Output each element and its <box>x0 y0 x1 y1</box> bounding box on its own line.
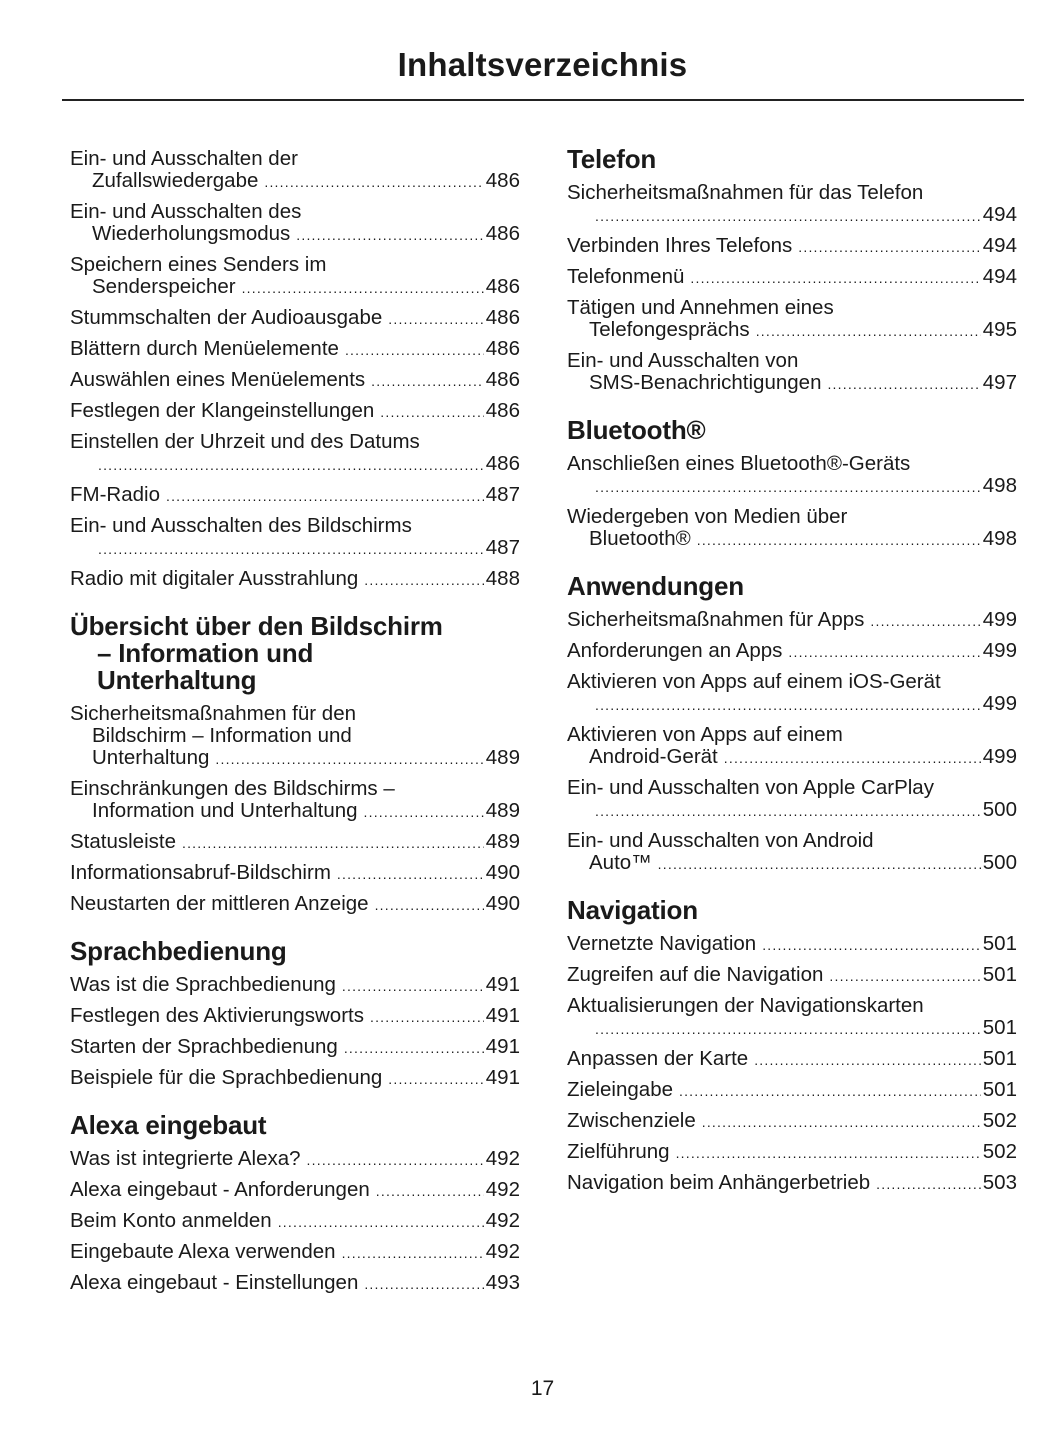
dot-leader <box>342 1242 484 1264</box>
toc-entry[interactable] <box>567 995 1017 1040</box>
toc-entry[interactable] <box>567 1141 1017 1164</box>
toc-entry[interactable] <box>567 640 1017 663</box>
entry-title-line: Bildschirm – Information und <box>92 724 352 747</box>
entry-title-line: Radio mit digitaler Ausstrahlung <box>70 567 359 590</box>
entry-last-line <box>70 400 520 423</box>
toc-entry[interactable] <box>70 831 520 854</box>
entry-page-number[interactable]: 492 <box>485 1240 520 1263</box>
dot-leader <box>364 801 484 823</box>
dot-leader <box>595 800 981 822</box>
entry-page-number[interactable]: 499 <box>982 692 1017 715</box>
entry-last-line <box>70 568 520 591</box>
entry-page-number[interactable]: 501 <box>982 1078 1017 1101</box>
entry-title-line: Stummschalten der Audioausgabe <box>70 306 383 329</box>
entry-title-line: FM-Radio <box>70 483 160 506</box>
entry-title-line: Vernetzte Navigation <box>567 932 757 955</box>
dot-leader <box>342 975 484 997</box>
entry-title-line: Android-Gerät <box>589 745 718 768</box>
entry-title-line: Ein- und Ausschalten von Android <box>567 829 874 852</box>
entry-title-line: Aktualisierungen der Navigationskarten <box>567 994 924 1017</box>
entry-page-number[interactable]: 499 <box>982 608 1017 631</box>
toc-entry[interactable] <box>567 1110 1017 1133</box>
dot-leader <box>380 401 483 423</box>
entry-page-number[interactable]: 491 <box>485 1004 520 1027</box>
entry-last-line <box>70 170 520 193</box>
dot-leader <box>98 454 484 476</box>
entry-last-line <box>70 831 520 854</box>
dot-leader <box>595 1018 981 1040</box>
entry-title-line: Einschränkungen des Bildschirms – <box>70 777 395 800</box>
section-heading-line: Unterhaltung <box>97 665 257 695</box>
toc-entry[interactable] <box>70 515 520 560</box>
section-heading <box>567 417 1017 444</box>
toc-entry[interactable] <box>70 400 520 423</box>
entry-page-number[interactable]: 499 <box>982 745 1017 768</box>
entry-page-number[interactable]: 498 <box>982 527 1017 550</box>
entry-page-number[interactable]: 500 <box>982 851 1017 874</box>
dot-leader <box>788 641 980 663</box>
dot-leader <box>827 373 980 395</box>
entry-title-line: Ein- und Ausschalten von Apple CarPlay <box>567 776 934 799</box>
entry-page-number[interactable]: 487 <box>485 483 520 506</box>
toc-entry[interactable] <box>70 1210 520 1233</box>
section-heading <box>567 573 1017 600</box>
entry-page-number[interactable]: 493 <box>485 1271 520 1294</box>
dot-leader <box>344 1037 484 1059</box>
toc-section <box>567 573 1017 875</box>
section-heading <box>70 613 520 694</box>
dot-leader <box>296 224 484 246</box>
entry-title-line: Bluetooth® <box>589 527 691 550</box>
entry-last-line <box>70 1272 520 1295</box>
entry-page-number[interactable]: 501 <box>982 1047 1017 1070</box>
entry-last-line <box>567 319 1017 342</box>
entry-page-number[interactable]: 486 <box>485 452 520 475</box>
section-heading-line: Sprachbedienung <box>70 936 287 966</box>
entry-page-number[interactable]: 498 <box>982 474 1017 497</box>
entry-page-number[interactable]: 494 <box>982 265 1017 288</box>
toc-section <box>70 148 520 591</box>
toc-entry[interactable] <box>70 201 520 246</box>
toc-entry[interactable] <box>70 778 520 823</box>
dot-leader <box>724 747 981 769</box>
entry-last-line <box>70 1179 520 1202</box>
entry-last-line <box>70 862 520 885</box>
entry-title-line: Anforderungen an Apps <box>567 639 783 662</box>
toc-entry[interactable] <box>70 703 520 770</box>
dot-leader <box>388 1068 484 1090</box>
dot-leader <box>756 320 981 342</box>
entry-title-line: Unterhaltung <box>92 746 210 769</box>
entry-page-number[interactable]: 489 <box>485 830 520 853</box>
entry-page-number[interactable]: 486 <box>485 222 520 245</box>
toc-entry[interactable] <box>567 724 1017 769</box>
entry-page-number[interactable]: 501 <box>982 963 1017 986</box>
entry-title-line: Verbinden Ihres Telefons <box>567 234 793 257</box>
dot-leader <box>658 853 981 875</box>
entry-title-line: Aktivieren von Apps auf einem iOS-Gerät <box>567 670 941 693</box>
section-heading <box>567 146 1017 173</box>
entry-page-number[interactable]: 490 <box>485 861 520 884</box>
entry-last-line <box>567 1017 1017 1040</box>
entry-page-number[interactable]: 495 <box>982 318 1017 341</box>
entry-page-number[interactable]: 503 <box>982 1171 1017 1194</box>
entry-last-line <box>567 1172 1017 1195</box>
entry-title-line: Speichern eines Senders im <box>70 253 327 276</box>
toc-entry[interactable] <box>567 1079 1017 1102</box>
entry-page-number[interactable]: 486 <box>485 399 520 422</box>
entry-title-line: Informationsabruf-Bildschirm <box>70 861 331 884</box>
toc-entry[interactable] <box>70 862 520 885</box>
entry-page-number[interactable]: 491 <box>485 1035 520 1058</box>
entry-page-number[interactable]: 501 <box>982 932 1017 955</box>
entry-last-line <box>567 852 1017 875</box>
section-heading <box>567 897 1017 924</box>
dot-leader <box>679 1080 981 1102</box>
toc-entry[interactable] <box>567 182 1017 227</box>
entry-title-line: Festlegen des Aktivierungsworts <box>70 1004 364 1027</box>
entry-title-line: Beispiele für die Sprachbedienung <box>70 1066 383 1089</box>
entry-last-line <box>70 747 520 770</box>
dot-leader <box>595 476 981 498</box>
page-title: Inhaltsverzeichnis <box>397 46 688 83</box>
entry-page-number[interactable]: 492 <box>485 1209 520 1232</box>
entry-title-line: Festlegen der Klangeinstellungen <box>70 399 375 422</box>
toc-section <box>567 897 1017 1195</box>
entry-title-line: Beim Konto anmelden <box>70 1209 272 1232</box>
toc-section <box>70 613 520 916</box>
entry-last-line <box>70 893 520 916</box>
section-heading <box>70 938 520 965</box>
dot-leader <box>829 965 980 987</box>
entry-title-line: Zieleingabe <box>567 1078 673 1101</box>
dot-leader <box>98 538 484 560</box>
entry-last-line <box>70 1210 520 1233</box>
entry-last-line <box>70 974 520 997</box>
entry-title-line: Sicherheitsmaßnahmen für den <box>70 702 357 725</box>
toc-entry[interactable] <box>567 506 1017 551</box>
entry-title-line: Zugreifen auf die Navigation <box>567 963 824 986</box>
entry-title-line: Ein- und Ausschalten von <box>567 349 799 372</box>
entry-last-line <box>70 1241 520 1264</box>
toc-entry[interactable] <box>567 777 1017 822</box>
toc-entry[interactable] <box>70 893 520 916</box>
toc-entry[interactable] <box>567 830 1017 875</box>
entry-title-line: Anschließen eines Bluetooth®-Geräts <box>567 452 911 475</box>
dot-leader <box>375 894 484 916</box>
entry-last-line <box>567 204 1017 227</box>
entry-last-line <box>567 475 1017 498</box>
toc-entry[interactable] <box>70 369 520 392</box>
entry-title-line: Telefongesprächs <box>589 318 750 341</box>
entry-last-line <box>567 1110 1017 1133</box>
entry-title-line: Was ist integrierte Alexa? <box>70 1147 301 1170</box>
entry-title-line: Was ist die Sprachbedienung <box>70 973 336 996</box>
entry-page-number[interactable]: 499 <box>982 639 1017 662</box>
entry-page-number[interactable]: 492 <box>485 1178 520 1201</box>
entry-page-number[interactable]: 491 <box>485 973 520 996</box>
entry-last-line <box>567 799 1017 822</box>
toc-entry[interactable] <box>567 297 1017 342</box>
entry-title-line: Sicherheitsmaßnahmen für das Telefon <box>567 181 924 204</box>
entry-page-number[interactable]: 486 <box>485 306 520 329</box>
entry-last-line <box>567 933 1017 956</box>
entry-page-number[interactable]: 502 <box>982 1109 1017 1132</box>
dot-leader <box>364 569 483 591</box>
entry-page-number[interactable]: 492 <box>485 1147 520 1170</box>
entry-title-line: Anpassen der Karte <box>567 1047 749 1070</box>
toc-entry[interactable] <box>567 235 1017 258</box>
entry-last-line <box>567 609 1017 632</box>
entry-last-line <box>567 693 1017 716</box>
entry-last-line <box>567 528 1017 551</box>
entry-page-number[interactable]: 486 <box>485 337 520 360</box>
dot-leader <box>376 1180 484 1202</box>
entry-last-line <box>567 235 1017 258</box>
toc-entry[interactable] <box>70 1272 520 1295</box>
toc-section <box>567 417 1017 551</box>
dot-leader <box>337 863 484 885</box>
entry-last-line <box>70 537 520 560</box>
toc-entry[interactable] <box>70 974 520 997</box>
dot-leader <box>166 485 484 507</box>
dot-leader <box>371 370 484 392</box>
section-heading-line: Anwendungen <box>567 571 744 601</box>
toc-section <box>567 146 1017 395</box>
toc-entry[interactable] <box>567 933 1017 956</box>
entry-title-line: Information und Unterhaltung <box>92 799 358 822</box>
dot-leader <box>278 1211 484 1233</box>
dot-leader <box>876 1173 981 1195</box>
entry-last-line <box>70 338 520 361</box>
entry-page-number[interactable]: 486 <box>485 275 520 298</box>
section-heading-line: Bluetooth® <box>567 415 706 445</box>
entry-last-line <box>70 276 520 299</box>
entry-title-line: Senderspeicher <box>92 275 236 298</box>
entry-last-line <box>70 484 520 507</box>
toc-section <box>70 1112 520 1295</box>
entry-page-number[interactable]: 497 <box>982 371 1017 394</box>
dot-leader <box>242 277 484 299</box>
entry-title-line: Alexa eingebaut - Einstellungen <box>70 1271 359 1294</box>
entry-page-number[interactable]: 487 <box>485 536 520 559</box>
entry-page-number[interactable]: 502 <box>982 1140 1017 1163</box>
toc-section <box>70 938 520 1090</box>
entry-last-line <box>567 1079 1017 1102</box>
entry-last-line <box>70 1036 520 1059</box>
entry-title-line: Tätigen und Annehmen eines <box>567 296 834 319</box>
toc-entry[interactable] <box>70 254 520 299</box>
entry-page-number[interactable]: 491 <box>485 1066 520 1089</box>
section-heading-line: Übersicht über den Bildschirm <box>70 611 443 641</box>
section-heading-line: Telefon <box>567 144 657 174</box>
toc-entry[interactable] <box>567 671 1017 716</box>
entry-title-line: SMS-Benachrichtigungen <box>589 371 822 394</box>
entry-last-line <box>567 746 1017 769</box>
entry-page-number[interactable]: 489 <box>485 799 520 822</box>
entry-last-line <box>70 369 520 392</box>
dot-leader <box>754 1049 981 1071</box>
toc-entry[interactable] <box>70 307 520 330</box>
title-divider <box>62 99 1024 101</box>
entry-title-line: Zufallswiedergabe <box>92 169 259 192</box>
entry-title-line: Ein- und Ausschalten des Bildschirms <box>70 514 412 537</box>
dot-leader <box>697 529 981 551</box>
entry-page-number[interactable]: 494 <box>982 203 1017 226</box>
dot-leader <box>595 694 981 716</box>
entry-title-line: Wiedergeben von Medien über <box>567 505 848 528</box>
toc-entry[interactable] <box>70 1179 520 1202</box>
entry-title-line: Auswählen eines Menüelements <box>70 368 366 391</box>
entry-page-number[interactable]: 500 <box>982 798 1017 821</box>
toc-entry[interactable] <box>70 1148 520 1171</box>
toc-entry[interactable] <box>567 1048 1017 1071</box>
entry-title-line: Ein- und Ausschalten der <box>70 147 298 170</box>
entry-last-line <box>70 1005 520 1028</box>
toc-entry[interactable] <box>70 1005 520 1028</box>
entry-title-line: Starten der Sprachbedienung <box>70 1035 338 1058</box>
toc-entry[interactable] <box>70 148 520 193</box>
toc-entry[interactable] <box>70 338 520 361</box>
dot-leader <box>676 1142 981 1164</box>
dot-leader <box>215 748 483 770</box>
toc-entry[interactable] <box>567 350 1017 395</box>
entry-title-line: Blättern durch Menüelemente <box>70 337 339 360</box>
entry-title-line: Einstellen der Uhrzeit und des Datums <box>70 430 420 453</box>
toc-entry[interactable] <box>70 1241 520 1264</box>
entry-last-line <box>567 1141 1017 1164</box>
entry-page-number[interactable]: 489 <box>485 746 520 769</box>
section-heading-line: Alexa eingebaut <box>70 1110 267 1140</box>
entry-last-line <box>567 1048 1017 1071</box>
dot-leader <box>388 308 484 330</box>
entry-title-line: Auto™ <box>589 851 652 874</box>
entry-title-line: Neustarten der mittleren Anzeige <box>70 892 369 915</box>
dot-leader <box>370 1006 484 1028</box>
toc-entry[interactable] <box>567 964 1017 987</box>
page-number: 17 <box>530 1377 555 1400</box>
entry-title-line: Ein- und Ausschalten des <box>70 200 302 223</box>
toc-entry[interactable] <box>70 431 520 476</box>
toc-entry[interactable] <box>567 609 1017 632</box>
section-heading-line: Navigation <box>567 895 698 925</box>
entry-title-line: Sicherheitsmaßnahmen für Apps <box>567 608 865 631</box>
entry-page-number[interactable]: 494 <box>982 234 1017 257</box>
dot-leader <box>595 205 981 227</box>
entry-title-line: Telefonmenü <box>567 265 685 288</box>
toc-entry[interactable] <box>70 1067 520 1090</box>
entry-last-line <box>567 640 1017 663</box>
entry-last-line <box>70 1067 520 1090</box>
entry-last-line <box>70 800 520 823</box>
entry-page-number[interactable]: 501 <box>982 1016 1017 1039</box>
entry-last-line <box>70 453 520 476</box>
dot-leader <box>762 934 981 956</box>
dot-leader <box>798 236 981 258</box>
toc-right-column <box>567 146 1017 1217</box>
dot-leader <box>182 832 484 854</box>
toc-entry[interactable] <box>567 1172 1017 1195</box>
toc-entry[interactable] <box>70 568 520 591</box>
entry-page-number[interactable]: 490 <box>485 892 520 915</box>
section-heading <box>70 1112 520 1139</box>
dot-leader <box>307 1149 484 1171</box>
entry-page-number[interactable]: 486 <box>485 368 520 391</box>
entry-title-line: Statusleiste <box>70 830 176 853</box>
entry-title-line: Aktivieren von Apps auf einem <box>567 723 843 746</box>
toc-entry[interactable] <box>70 484 520 507</box>
toc-entry[interactable] <box>70 1036 520 1059</box>
entry-title-line: Wiederholungsmodus <box>92 222 291 245</box>
dot-leader <box>264 171 483 193</box>
dot-leader <box>870 610 980 632</box>
entry-last-line <box>70 1148 520 1171</box>
entry-title-line: Zielführung <box>567 1140 670 1163</box>
section-heading-line: – Information und <box>97 638 314 668</box>
dot-leader <box>345 339 484 361</box>
dot-leader <box>364 1273 483 1295</box>
entry-last-line <box>70 307 520 330</box>
entry-last-line <box>567 372 1017 395</box>
dot-leader <box>690 267 980 289</box>
entry-title-line: Alexa eingebaut - Anforderungen <box>70 1178 370 1201</box>
entry-last-line <box>567 964 1017 987</box>
toc-entry[interactable] <box>567 266 1017 289</box>
toc-entry[interactable] <box>567 453 1017 498</box>
dot-leader <box>702 1111 981 1133</box>
entry-page-number[interactable]: 488 <box>485 567 520 590</box>
entry-title-line: Eingebaute Alexa verwenden <box>70 1240 336 1263</box>
entry-title-line: Navigation beim Anhängerbetrieb <box>567 1171 871 1194</box>
entry-page-number[interactable]: 486 <box>485 169 520 192</box>
entry-last-line <box>70 223 520 246</box>
entry-title-line: Zwischenziele <box>567 1109 696 1132</box>
entry-last-line <box>567 266 1017 289</box>
toc-left-column <box>70 148 520 1317</box>
